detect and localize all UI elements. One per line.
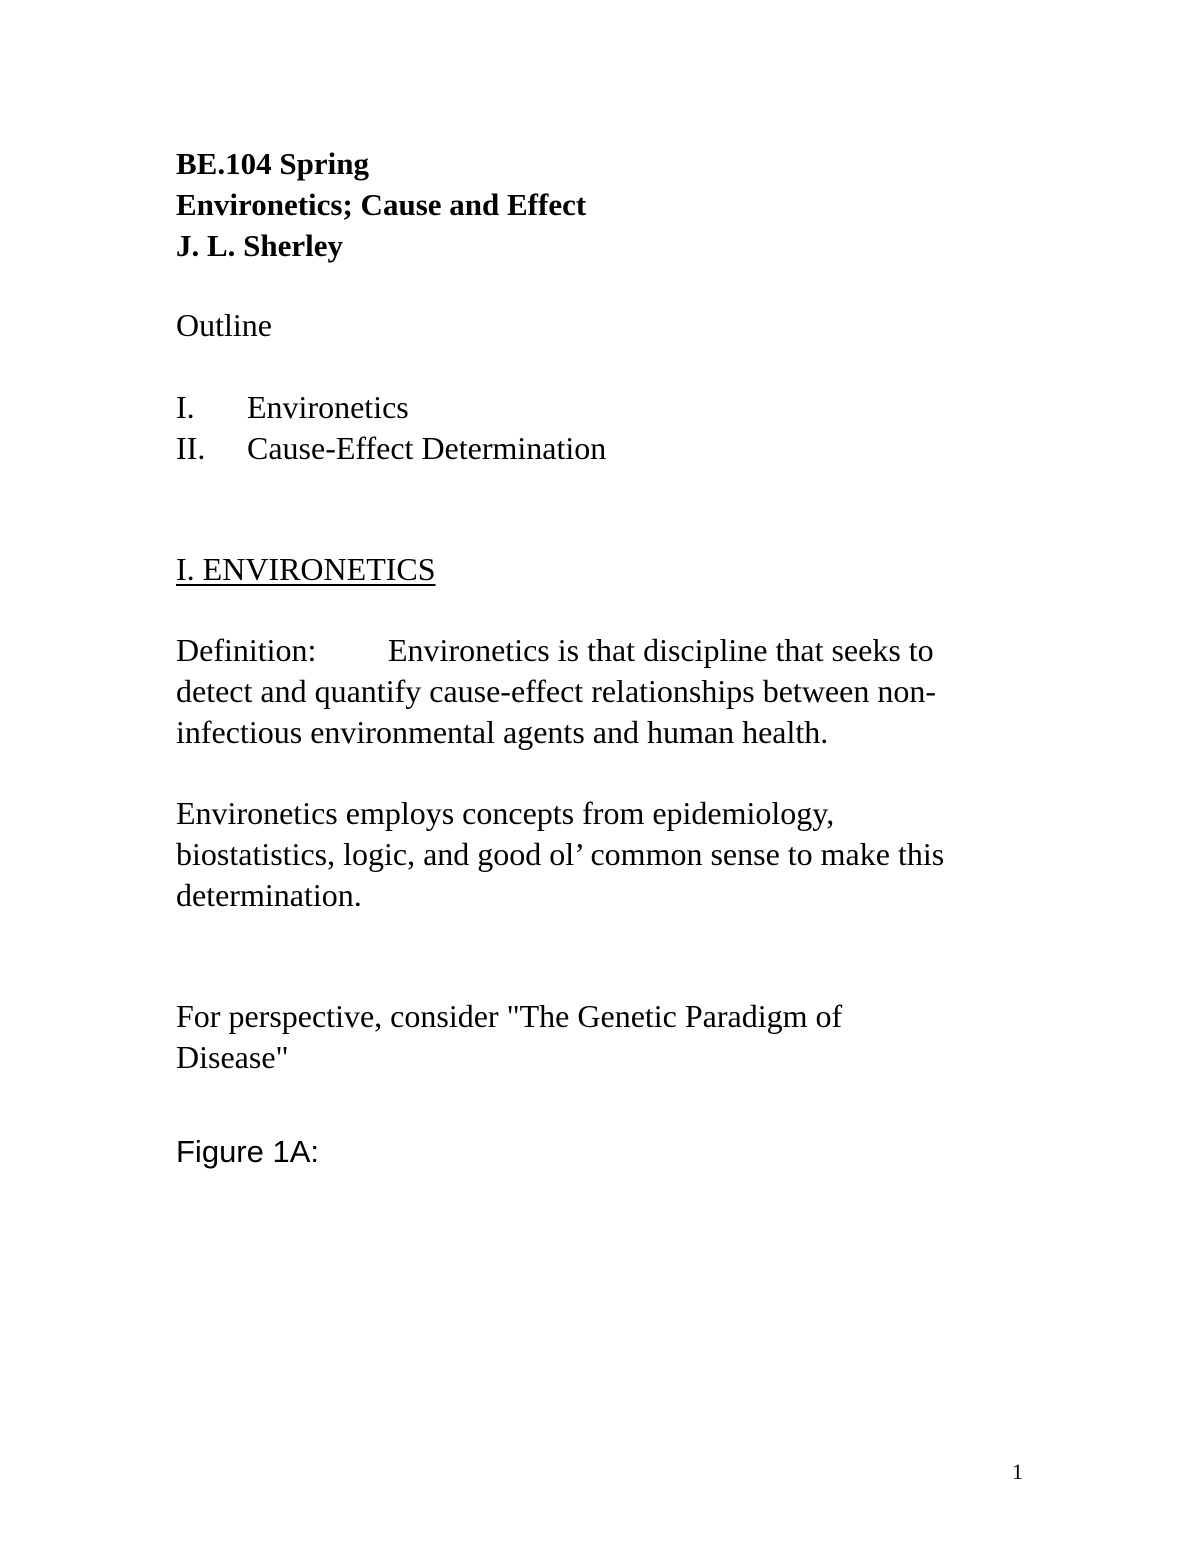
- concepts-paragraph: [176, 793, 1056, 916]
- paragraph-line: For perspective, consider "The Genetic Paradigm of: [176, 998, 843, 1034]
- figure-label: Figure 1A:: [176, 1134, 320, 1169]
- perspective-paragraph: [176, 996, 1036, 1078]
- paragraph-line: biostatistics, logic, and good ol’ common sense to make this: [176, 836, 945, 872]
- definition-line: infectious environmental agents and human health.: [176, 714, 829, 750]
- document-header: [176, 143, 586, 266]
- paragraph-line: Disease": [176, 1039, 289, 1075]
- definition-line: detect and quantify cause-effect relationships between non-: [176, 673, 936, 709]
- outline-label: Outline: [176, 307, 272, 343]
- page-number: 1: [1012, 1459, 1023, 1484]
- lecture-title: Environetics; Cause and Effect: [176, 187, 587, 222]
- outline-item: [176, 428, 606, 469]
- author-name: J. L. Sherley: [176, 228, 344, 263]
- outline-item: [176, 387, 606, 428]
- definition-line: [176, 630, 1036, 671]
- outline-item-text: Cause-Effect Determination: [247, 430, 607, 466]
- paragraph-line: determination.: [176, 877, 362, 913]
- definition-text: Environetics is that discipline that seeks to: [388, 632, 934, 668]
- section-heading: I. ENVIRONETICS: [176, 551, 436, 587]
- paragraph-line: Environetics employs concepts from epidemiology,: [176, 795, 835, 831]
- definition-paragraph: [176, 630, 1036, 753]
- definition-term: Definition:: [176, 632, 317, 668]
- outline-item-number: I.: [176, 389, 195, 425]
- outline-item-number: II.: [176, 430, 206, 466]
- outline-list: [176, 387, 606, 469]
- outline-item-text: Environetics: [247, 389, 409, 425]
- course-title: BE.104 Spring: [176, 146, 369, 181]
